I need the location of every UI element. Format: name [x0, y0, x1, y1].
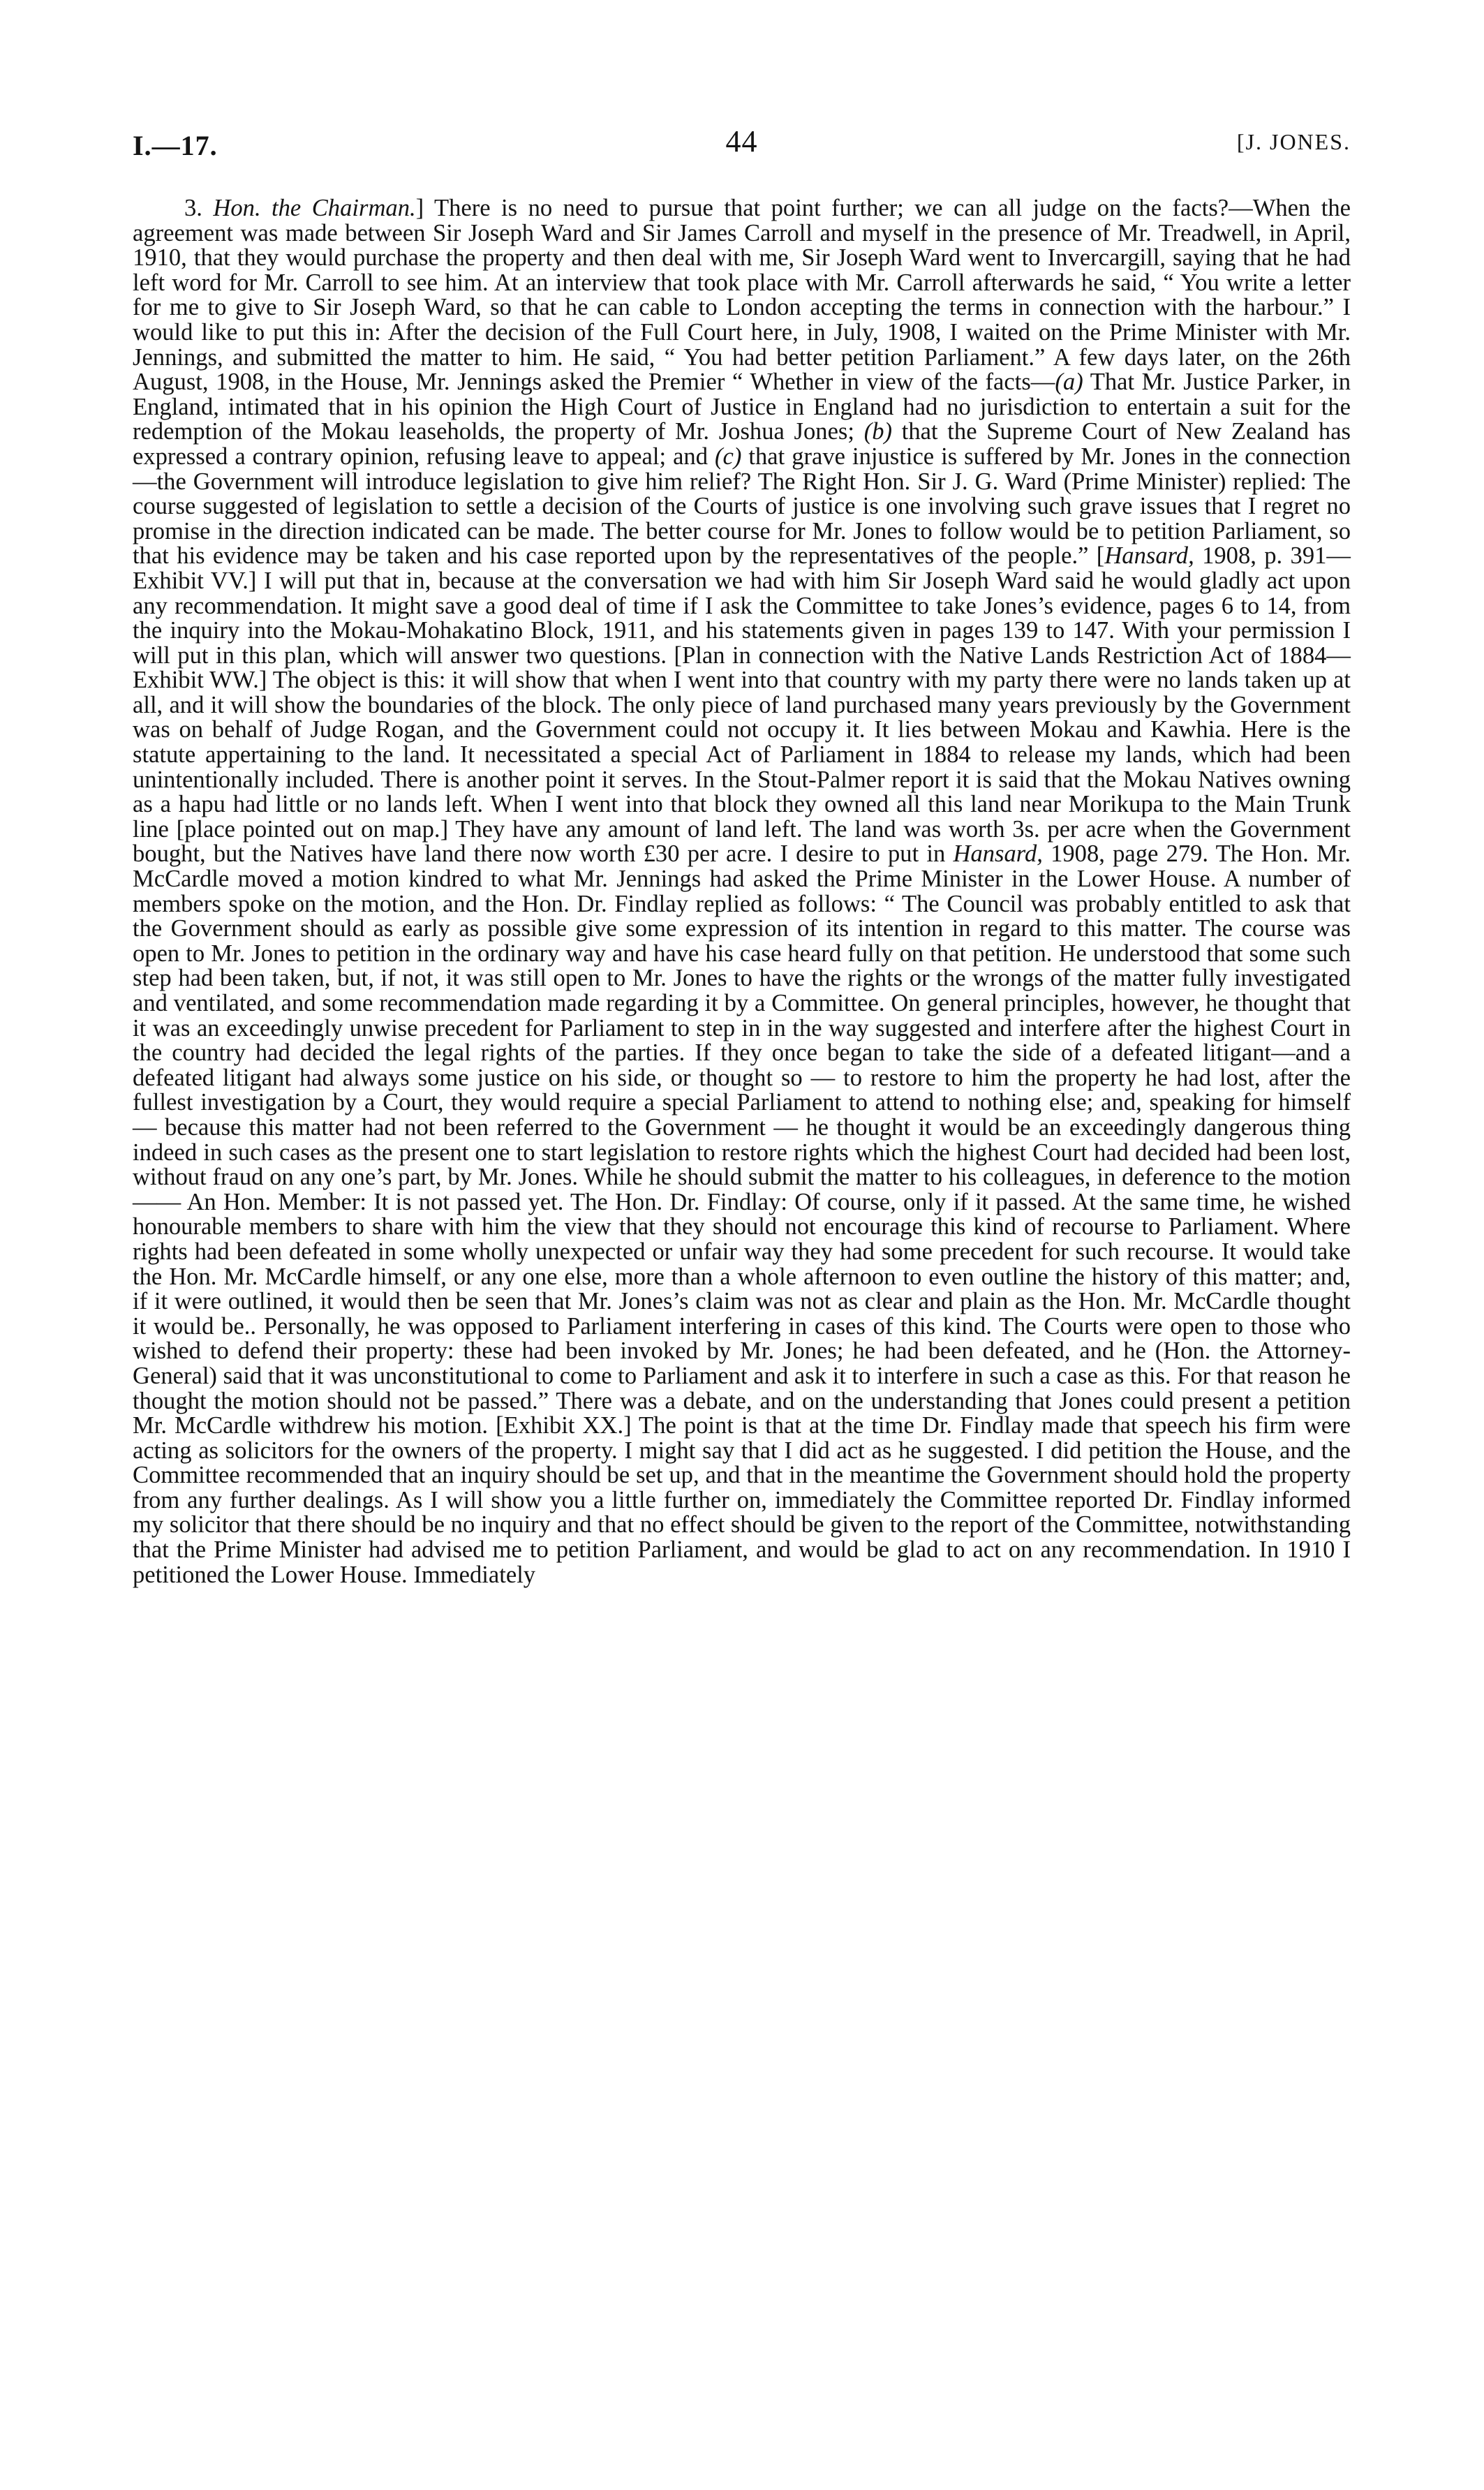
paragraph-text: That Mr. Justice Parker, in England, intimated that in his opinion the High Court of Justice in England had no jurisdiction to entertain a suit for the redemption of the Mokau leaseholds, the property of Mr. Joshua Jones;	[133, 369, 1351, 445]
page-header	[133, 124, 1351, 171]
list-marker-a: (a)	[1055, 369, 1083, 396]
paragraph-text: that grave injustice is suffered by Mr. Jones in the connection—the Government will introduce legislation to give him relief? The Right Hon. Sir J. G. Ward (Prime Minister) replied: The course suggested of legislation to settle a decision of the Courts of justice is one involving such grave issues that I regret no promise in the direction indicated can be made. The better course for Mr. Jones to follow would be to petition Parliament, so that his evidence may be taken and his case reported upon by the representatives of the people.” [	[133, 443, 1351, 570]
hansard-citation: Hansard,	[1104, 542, 1194, 570]
document-page	[133, 124, 1351, 1612]
paragraph-text: ] There is no need to pursue that point further; we can all judge on the facts?—When the agreement was made between Sir Joseph Ward and Sir James Carroll and myself in the presence of Mr. Treadwell, in April, 1910, that they would purchase the property and then deal with me, Sir Joseph Ward went to Invercargill, saying that he had left word for Mr. Carroll to see him. At an interview that took place with Mr. Carroll afterwards he said, “ You write a letter for me to give to Sir Joseph Ward, so that he can cable to London accepting the terms in connection with the harbour.” I would like to put this in: After the decision of the Full Court here, in July, 1908, I waited on the Prime Minister with Mr. Jennings, and submitted the matter to him. He said, “ You had better petition Parliament.” A few days later, on the 26th August, 1908, in the House, Mr. Jennings asked the Premier “ Whether in view of the facts—	[133, 195, 1351, 396]
speaker-name: Hon. the Chairman.	[213, 195, 416, 221]
paragraph-text: 1908, page 279. The Hon. Mr. McCardle moved a motion kindred to what Mr. Jennings had asked the Prime Minister in the Lower House. A number of members spoke on the motion, and the Hon. Dr. Findlay replied as follows: “ The Council was probably entitled to ask that the Government should as early as possible give some expression of its intention in regard to this matter. The course was open to Mr. Jones to petition in the ordinary way and have his case heard fully on that petition. He understood that some such step had been taken, but, if not, it was still open to Mr. Jones to have the rights or the wrongs of the matter fully investigated and ventilated, and some recommendation made regarding it by a Committee. On general principles, however, he thought that it was an exceedingly unwise precedent for Parliament to step in in the way suggested and interfere after the highest Court in the country had decided the legal rights of the parties. If they once began to take the side of a defeated litigant—and a defeated litigant had always some justice on his side, or thought so — to restore to him the property he had lost, after the fullest investigation by a Court, they would require a special Parliament to attend to nothing else; and, speaking for himself — because this matter had not been referred to the Government — he thought it would be an exceedingly dangerous thing indeed in such cases as the present one to start legislation to restore rights which the highest Court had decided had been lost, without fraud on any one’s part, by Mr. Jones. While he should submit the matter to his colleagues, in deference to the motion—— An Hon. Member: It is not passed yet. The Hon. Dr. Findlay: Of course, only if it passed. At the same time, he wished honourable members to share with him the view that they should not encourage this kind of recourse to Parliament. Where rights had been defeated in some wholly unexpected or unfair way they had some precedent for such recourse. It would take the Hon. Mr. McCardle himself, or any one else, more than a whole afternoon to even outline the history of this matter; and, if it were outlined, it would then be seen that Mr. Jones’s claim was not as clear and plain as the Hon. Mr. McCardle thought it would be.. Personally, he was opposed to Parliament interfering in cases of this kind. The Courts were open to those who wished to defend their property: these had been invoked by Mr. Jones; he had been defeated, and he (Hon. the Attorney-General) said that it was unconstitutional to come to Parliament and ask it to interfere in such a case as this. For that reason he thought the motion should not be passed.” There was a debate, and on the understanding that Jones could present a petition Mr. McCardle withdrew his motion. [Exhibit XX.] The point is that at the time Dr. Findlay made that speech his firm were acting as solicitors for the owners of the property. I might say that I did act as he suggested. I did petition the House, and the Committee recommended that an inquiry should be set up, and that in the meantime the Government should hold the property from any further dealings. As I will show you a little further on, immediately the Committee reported Dr. Findlay informed my solicitor that there should be no inquiry and that no effect should be given to the report of the Committee, notwithstanding that the Prime Minister had advised me to petition Parliament, and would be glad to act on any recommendation. In 1910 I petitioned the Lower House. Immediately	[133, 840, 1351, 1588]
paragraph-text: 1908, p. 391—Exhibit VV.] I will put that in, because at the conversation we had with him Sir Joseph Ward said he would gladly act upon any recommendation. It might save a good deal of time if I ask the Committee to take Jones’s evidence, pages 6 to 14, from the inquiry into the Mokau-Mohakatino Block, 1911, and his statements given in pages 139 to 147. With your permission I will put in this plan, which will answer two questions. [Plan in connection with the Native Lands Restriction Act of 1884—Exhibit WW.] The object is this: it will show that when I went into that country with my party there were no lands taken up at all, and it will show the boundaries of the block. The only piece of land purchased many years previously by the Government was on behalf of Judge Rogan, and the Government could not occupy it. It lies between Mokau and Kawhia. Here is the statute appertaining to the land. It necessitated a special Act of Parliament in 1884 to release my lands, which had been unintentionally included. There is another point it serves. In the Stout-Palmer report it is said that the Mokau Natives owning as a hapu had little or no lands left. When I went into that block they owned all this land near Morikupa to the Main Trunk line [place pointed out on map.] They have any amount of land left. The land was worth 3s. per acre when the Government bought, but the Natives have land there now worth £30 per acre. I desire to put in	[133, 542, 1351, 868]
witness-name: [J. JONES.	[1236, 129, 1351, 154]
paragraph-text: that the Supreme Court of New Zealand has expressed a contrary opinion, refusing leave to appeal; and	[133, 418, 1351, 470]
page-number: 44	[725, 124, 758, 158]
body-paragraph	[133, 196, 1351, 1587]
paper-reference: I.—17.	[133, 130, 218, 161]
hansard-citation: Hansard,	[953, 840, 1043, 868]
list-marker-b: (b)	[863, 418, 893, 445]
paragraph-number: 3.	[184, 195, 202, 221]
list-marker-c: (c)	[714, 443, 742, 470]
